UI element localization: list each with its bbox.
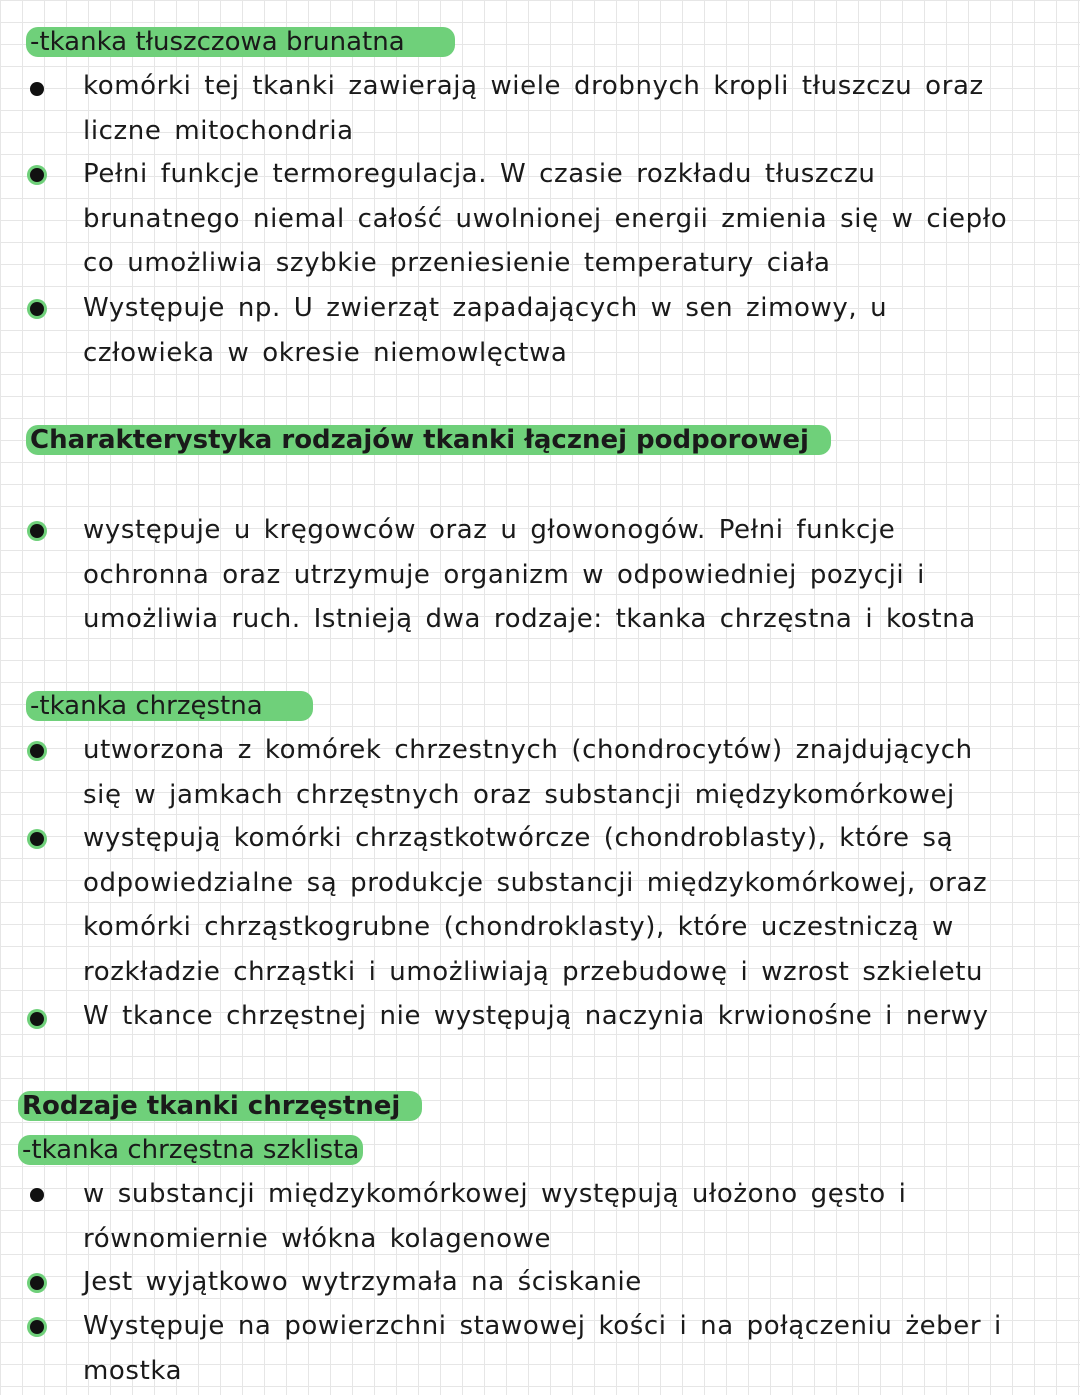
list-item-text: występuje u kręgowców oraz u głowonogów. Pełni funkcje ochronna oraz utrzymuje organizm w odpowiedniej pozycji i umożliwia ruch. Istnieją dwa rodzaje: tkanka chrzęstna i kostna [83, 515, 976, 634]
list-item-text: występują komórki chrząstkotwórcze (chondroblasty), które są odpowiedzialne są produkcje substancji międzykomórkowej, oraz komórki chrząstkogrubne (chondroklasty), które uczestniczą w rozkładzie chrząstki i umożliwiają przebudowę i wzrost szkieletu [83, 823, 988, 987]
heading-brown-fat-text: -tkanka tłuszczowa brunatna [26, 27, 455, 57]
heading-brown-fat [26, 20, 455, 64]
list-item-text: W tkance chrzęstnej nie występują naczynia krwionośne i nerwy [83, 1001, 989, 1031]
heading-support-tissue-text: Charakterystyka rodzajów tkanki łącznej podporowej [26, 425, 831, 455]
heading-cartilage-types [18, 1084, 422, 1128]
bullet-icon [30, 1320, 44, 1334]
heading-cartilage-text: -tkanka chrzęstna [26, 691, 313, 721]
bullet-icon [30, 1012, 44, 1026]
bullet-icon [30, 832, 44, 846]
heading-cartilage [26, 684, 313, 728]
bullet-icon [30, 82, 44, 96]
subheading-hyaline-cartilage-text: -tkanka chrzęstna szklista [18, 1135, 363, 1165]
bullet-icon [30, 1276, 44, 1290]
list-item-text: utworzona z komórek chrzestnych (chondrocytów) znajdujących się w jamkach chrzęstnych oraz substancji międzykomórkowej [83, 735, 973, 810]
list-item-text: Pełni funkcje termoregulacja. W czasie rozkładu tłuszczu brunatnego niemal całość uwolnionej energii zmienia się w ciepło co umożliwia szybkie przeniesienie temperatury ciała [83, 159, 1008, 278]
bullet-icon [30, 302, 44, 316]
bullet-icon [30, 524, 44, 538]
list-item-text: komórki tej tkanki zawierają wiele drobnych kropli tłuszczu oraz liczne mitochondria [83, 71, 984, 146]
subheading-hyaline-cartilage [18, 1128, 363, 1172]
list-item-text: w substancji międzykomórkowej występują ułożono gęsto i równomiernie włókna kolagenowe [83, 1179, 907, 1254]
heading-support-tissue [26, 418, 831, 462]
list-item-text: Występuje np. U zwierząt zapadających w sen zimowy, u człowieka w okresie niemowlęctwa [83, 293, 888, 368]
list-item-text: Występuje na powierzchni stawowej kości i na połączeniu żeber i mostka [83, 1311, 1002, 1386]
heading-cartilage-types-text: Rodzaje tkanki chrzęstnej [18, 1091, 422, 1121]
list-item-text: Jest wyjątkowo wytrzymała na ściskanie [83, 1267, 642, 1297]
bullet-icon [30, 168, 44, 182]
bullet-icon [30, 744, 44, 758]
bullet-icon [30, 1188, 44, 1202]
